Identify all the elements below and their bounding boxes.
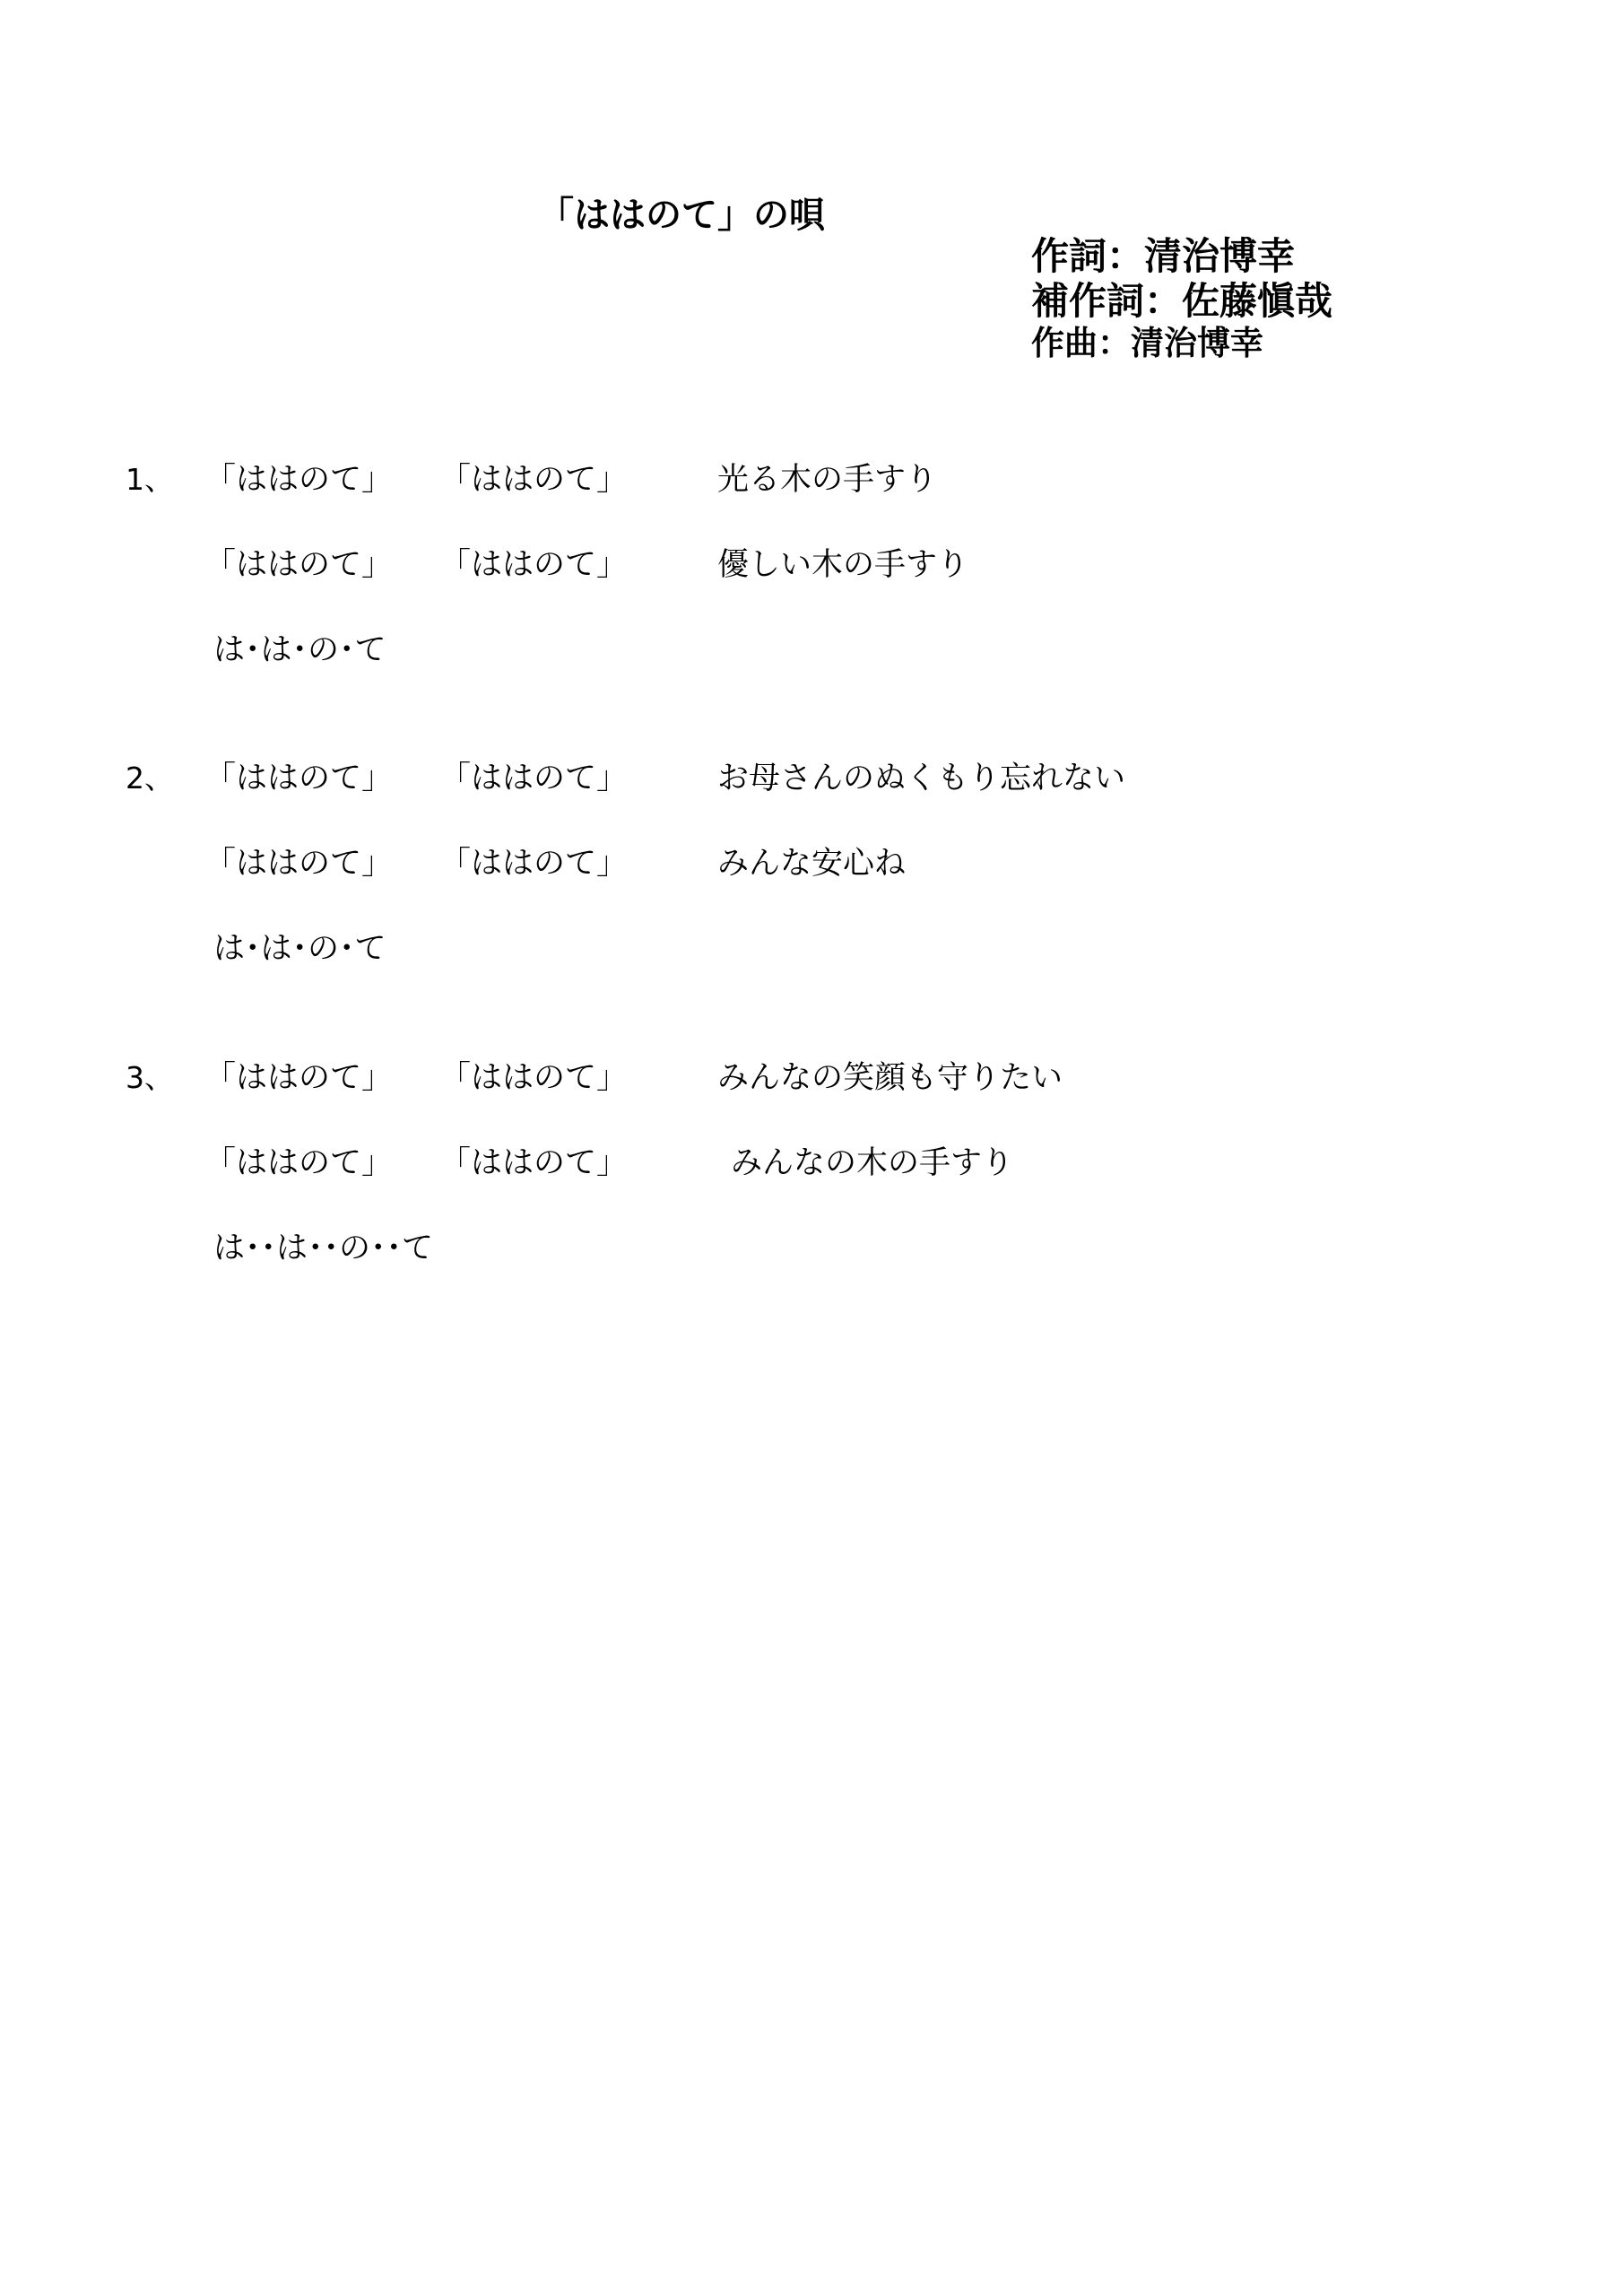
lyric-phrase: 「ははのて」 [439, 547, 629, 583]
lyric-ending: は･は･の･て [213, 632, 386, 668]
lyric-ending: は･は･の･て [213, 931, 386, 967]
lyric-phrase: みんなの笑顔も守りたい [717, 1060, 1063, 1096]
lyric-phrase: 「ははのて」 [204, 462, 394, 498]
lyric-phrase: 光る木の手すり [717, 462, 938, 498]
verse-2-line-2 [0, 837, 1623, 891]
song-title: 「ははのて」の唄 [538, 195, 825, 236]
lyric-phrase: 「ははのて」 [204, 1145, 394, 1181]
lyric-ending: は･･は･･の･･て [213, 1231, 434, 1266]
verse-3-line-1 [0, 1051, 1623, 1105]
verse-1-line-1 [0, 453, 1623, 507]
lyric-phrase: みんな安心ね [717, 846, 907, 882]
verse-3-line-2 [0, 1136, 1623, 1190]
verse-1-ending [0, 623, 1623, 677]
lyric-phrase: 「ははのて」 [439, 462, 629, 498]
credit-lyricist: 作詞：清治博幸 [1031, 234, 1296, 278]
credit-co-lyricist: 補作詞：佐藤愼哉 [1031, 279, 1333, 323]
verse-number: 1、 [126, 462, 174, 497]
lyric-phrase: 「ははのて」 [204, 761, 394, 796]
lyric-phrase: みんなの木の手すり [731, 1145, 1014, 1181]
lyric-phrase: お母さんのぬくもり忘れない [717, 761, 1126, 796]
lyric-phrase: 「ははのて」 [439, 1060, 629, 1096]
lyric-phrase: 「ははのて」 [204, 846, 394, 882]
verse-number: 2、 [126, 761, 174, 796]
lyric-phrase: 「ははのて」 [204, 547, 394, 583]
lyric-phrase: 「ははのて」 [439, 1145, 629, 1181]
lyric-phrase: 「ははのて」 [204, 1060, 394, 1096]
verse-number: 3、 [126, 1060, 174, 1095]
lyric-phrase: 「ははのて」 [439, 846, 629, 882]
verse-2-line-1 [0, 752, 1623, 805]
verse-3-ending [0, 1222, 1623, 1275]
lyric-phrase: 「ははのて」 [439, 761, 629, 796]
credit-composer: 作曲：清治博幸 [1031, 324, 1263, 362]
lyric-phrase: 優しい木の手すり [717, 547, 969, 583]
verse-1-line-2 [0, 538, 1623, 592]
verse-2-ending [0, 922, 1623, 976]
